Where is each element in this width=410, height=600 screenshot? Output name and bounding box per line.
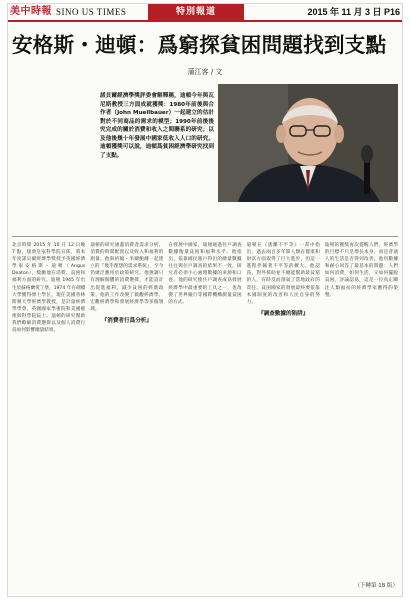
body-column-2 (90, 242, 163, 580)
body-paragraph: 北京時間 2015 年 10 月 12 日晚 7 點，瑞典皇家科學院宣佈，將本年度諾貝爾經濟學獎授予英國經濟學家安格斯・迪頓（Angus Deaton），獎勵他在消費、貧困和福利方面的研究。迪頓 1945 年出生於蘇格蘭愛丁堡，1974 年在劍橋大學獲得博士學位，現任美國普林斯頓大學經濟學教授，是計量經濟學學會、英國國家學術院和美國藝術與科學院院士。迪頓的研究幫助我們瞭解消費選擇以及個人消費行爲如何影響總量結果。 (12, 243, 86, 334)
body-column-3 (168, 242, 241, 580)
section-divider (12, 236, 398, 237)
newspaper-page (8, 4, 402, 596)
body-column-1 (12, 242, 85, 580)
body-column-5 (325, 242, 398, 580)
newspaper-name-english: SINO US TIMES (56, 7, 127, 17)
body-paragraph: 迪頓在《逃離不平等》一書中指出，過去兩百多年間人類在健康和財富方面取得了巨大進步，但這一進程伴隨著不平等的擴大。他認爲，對外援助並不總能幫助最貧窮的人，有時反而削弱了當地政府的責任。貧困國家的發展最終要依靠本國制度的改善和人民自身的努力。 (246, 243, 320, 305)
article-byline: 蒲江客 / 文 (187, 68, 223, 76)
body-paragraph: 在發展中國家，迪頓通過住戶調查數據衡量貧困和福利水平。他指出，依靠國民賬戶得出的總量數據往往與住戶調查的結果不一致，研究者必須小心處理數據的來源和口徑。他的研究使住戶調查成爲發展經濟學中最重要的工具之一，也改變了世界銀行等國際機構測量貧困的方式。 (168, 243, 242, 305)
section-label: 特別報道 (148, 4, 244, 20)
issue-date-page: 2015 年 11 月 3 日 P16 (307, 7, 400, 17)
continuation-note: （下轉第 18 版） (354, 583, 398, 589)
body-paragraph: 迪頓的獲獎再次提醒人們，經濟學的目標不只是增長本身，而是普通人的生活是否得到改善。他用數據和耐心回答了最基本的問題：人們如何消費，如何生活，又如何擺脫貧困。評論認爲，這是一位真正關注人類福祉的經濟學家應得的榮譽。 (324, 243, 399, 298)
newspaper-logo: 美中時報 (10, 6, 52, 17)
portrait-illustration (218, 84, 398, 202)
article-lede: 諾貝爾經濟學獎評委會解釋稱，迪頓今年與瓦尼斯教授三方面成就獲獎：1980年前後與合作者（John Muellbauer）一起建立的估計對於不同商品的需求的模型；1990年前後後究完成的關於消費和收入之間聯系的研究；以及他後幾十年發展中國家低收入人口的研究。迪頓獲獎可以說，迪頓爲貧困經濟學研究找到了支點。 (100, 93, 214, 159)
masthead (8, 4, 402, 22)
section-subhead: 『消費者行爲分析』 (101, 317, 152, 324)
body-column-4 (247, 242, 320, 580)
body-paragraph: 迪頓的研究涵蓋消費者需求分析、消費的時間配置以及收入和福利的測量。他與約翰・米爾鮑爾一起建立的『幾乎理想的需求系統』，至今仍廣泛應用於政策研究。他強調只有理解個體的消費選擇，才能設計出促進福利、減少貧困的經濟政策。他的工作改變了微觀經濟學、宏觀經濟學和發展經濟學等多個領域。 (90, 243, 164, 312)
article-headline: 安格斯・迪頓：爲窮探貧困問題找到支點 (12, 33, 387, 57)
portrait-photo (218, 84, 398, 202)
article-body (12, 242, 398, 580)
section-subhead: 『調查數據的陷阱』 (258, 310, 309, 317)
